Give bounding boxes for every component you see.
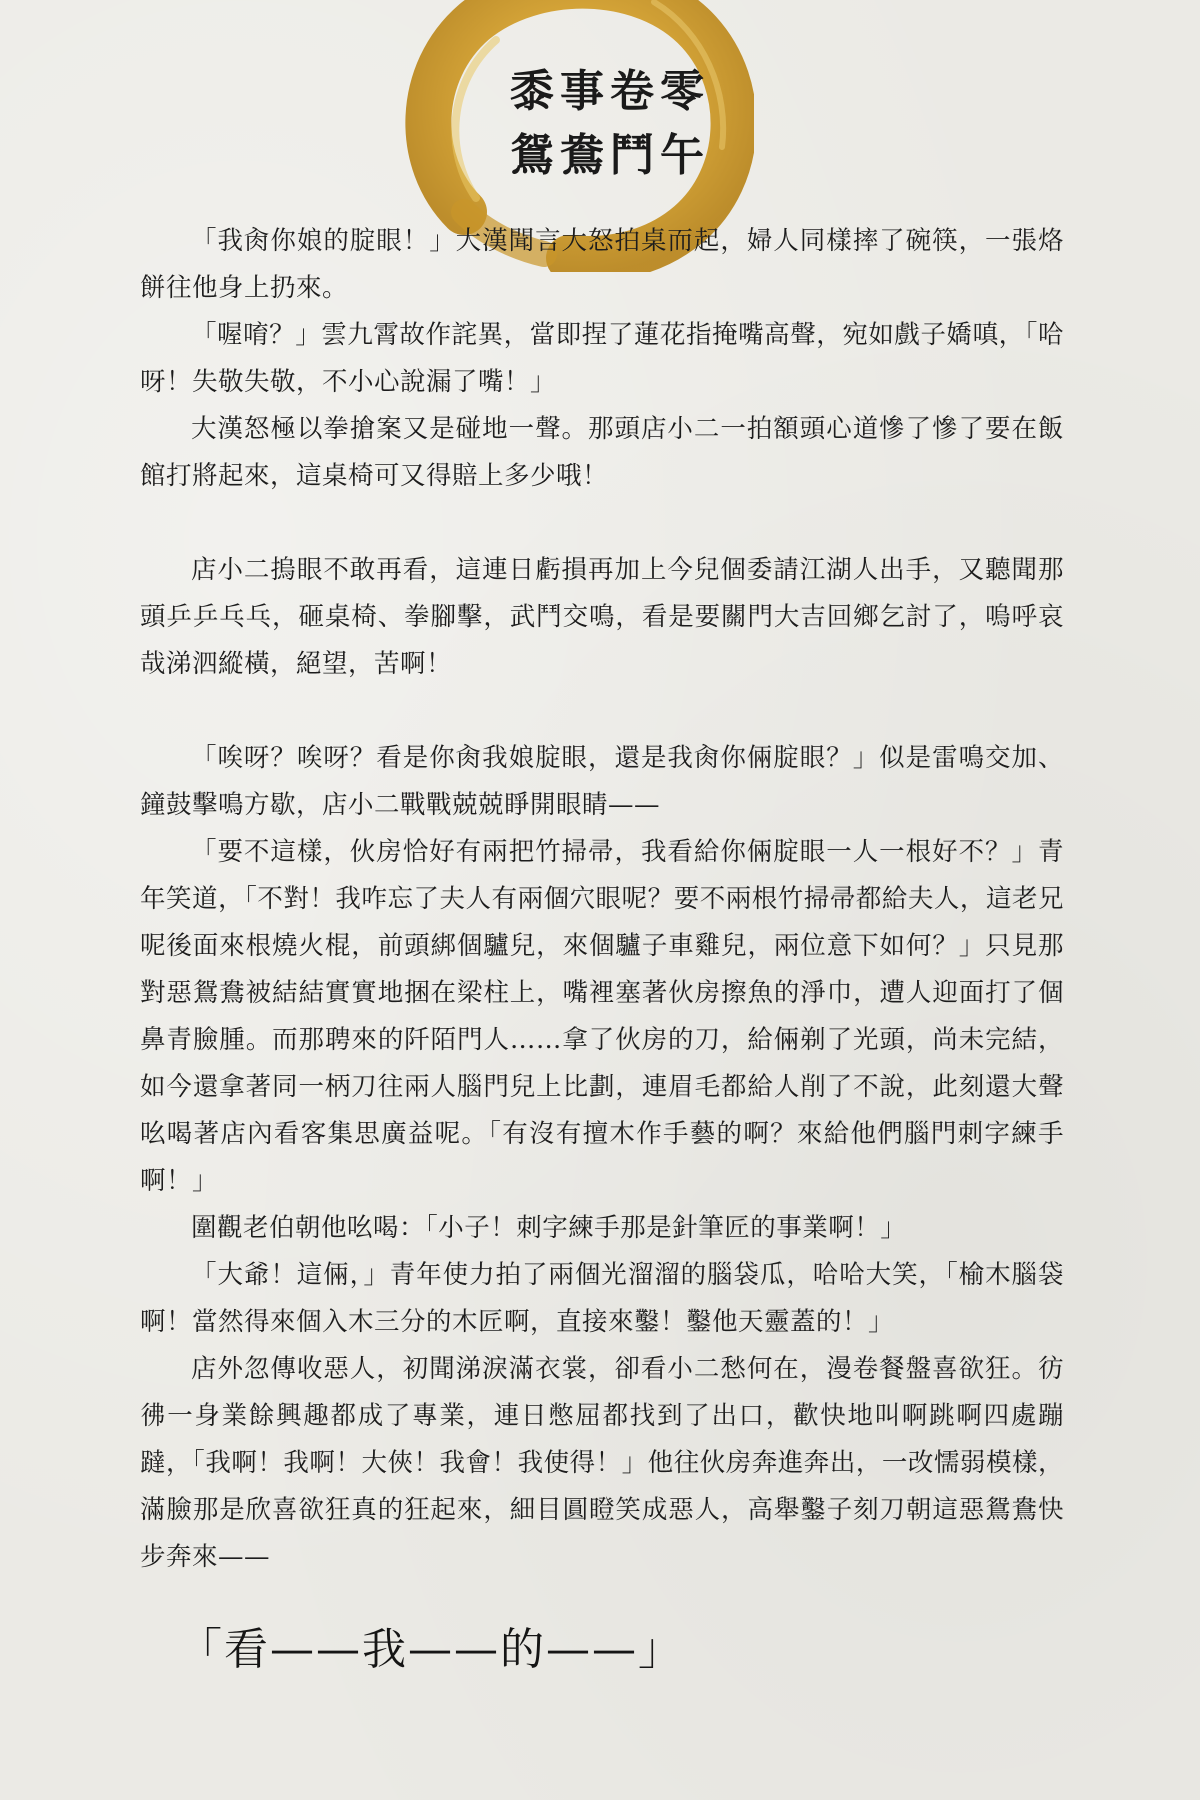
paragraph: 「大爺！這倆，」青年使力拍了兩個光溜溜的腦袋瓜，哈哈大笑，「榆木腦袋啊！當然得來個入木三分的木匠啊，直接來鑿！鑿他天靈蓋的！」: [140, 1260, 1064, 1337]
story-body: [140, 218, 1064, 1581]
paragraph: 店外忽傳收惡人，初聞涕淚滿衣裳，卻看小二愁何在，漫卷餐盤喜欲狂。彷彿一身業餘興趣都成了專業，連日憋屈都找到了出口，歡快地叫啊跳啊四處蹦躂，「我啊！我啊！大俠！我會！我使得！」他往伙房奔進奔出，一改懦弱模樣，滿臉那是欣喜欲狂真的狂起來，細目圓瞪笑成惡人，高舉鑿子刻刀朝這惡鴛鴦快步奔來——: [140, 1354, 1064, 1572]
paragraph: 店小二摀眼不敢再看，這連日虧損再加上今兒個委請江湖人出手，又聽聞那頭乒乒乓乓，砸桌椅、拳腳擊，武鬥交鳴，看是要關門大吉回鄉乞討了，嗚呼哀哉涕泗縱橫，絕望，苦啊！: [140, 555, 1064, 679]
paragraph: 「喔唷？」雲九霄故作詫異，當即捏了蓮花指掩嘴高聲，宛如戲子嬌嗔，「哈呀！失敬失敬，不小心說漏了嘴！」: [140, 320, 1064, 397]
paragraph: 「唉呀？唉呀？看是你肏我娘腚眼，還是我肏你倆腚眼？」似是雷鳴交加、鐘鼓擊鳴方歇，店小二戰戰兢兢睜開眼睛——: [140, 743, 1064, 820]
paragraph: 大漢怒極以拳搶案又是碰地一聲。那頭店小二一拍額頭心道慘了慘了要在飯館打將起來，這桌椅可又得賠上多少哦！: [140, 414, 1064, 491]
paragraph: 圍觀老伯朝他吆喝：「小子！刺字練手那是針筆匠的事業啊！」: [191, 1213, 907, 1243]
chapter-title: [500, 60, 720, 188]
chapter-title-line-2: 鴛鴦鬥午: [510, 130, 710, 181]
chapter-title-line-1: 黍事卷零: [510, 66, 710, 117]
paragraph: 「要不這樣，伙房恰好有兩把竹掃帚，我看給你倆腚眼一人一根好不？」青年笑道，「不對！我咋忘了夫人有兩個穴眼呢？要不兩根竹掃帚都給夫人，這老兄呢後面來根燒火棍，前頭綁個驢兒，來個驢子車雞兒，兩位意下如何？」只見那對惡鴛鴦被結結實實地捆在梁柱上，嘴裡塞著伙房擦魚的淨巾，遭人迎面打了個鼻青臉腫。而那聘來的阡陌門人……拿了伙房的刀，給倆剃了光頭，尚未完結，如今還拿著同一柄刀往兩人腦門兒上比劃，連眉毛都給人削了不說，此刻還大聲吆喝著店內看客集思廣益呢。「有沒有擅木作手藝的啊？來給他們腦門刺字練手啊！」: [140, 837, 1064, 1196]
climax-shout: 「看——我——的——」: [178, 1624, 684, 1675]
paragraph: 「我肏你娘的腚眼！」大漢聞言大怒拍桌而起，婦人同樣摔了碗筷，一張烙餅往他身上扔來。: [140, 226, 1064, 303]
